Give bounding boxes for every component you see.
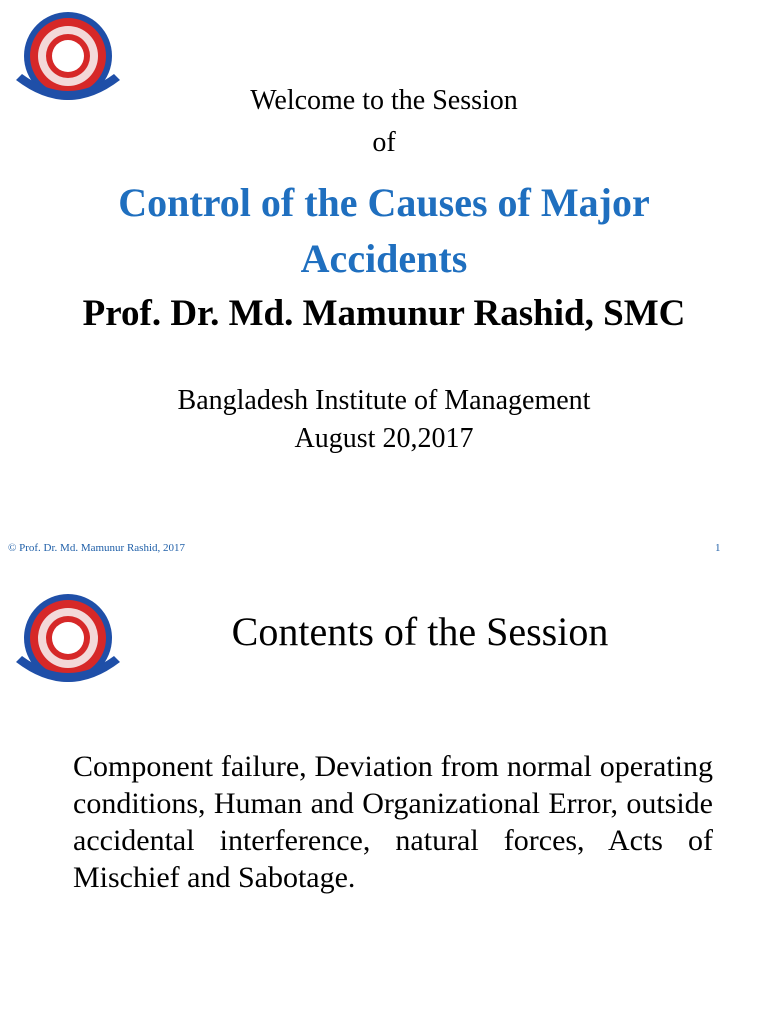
- institute-emblem-icon: [8, 590, 128, 700]
- session-date: August 20,2017: [294, 423, 474, 454]
- welcome-line-1: Welcome to the Session: [250, 85, 518, 116]
- copyright-footer: © Prof. Dr. Md. Mamunur Rashid, 2017: [8, 542, 186, 554]
- institute-name: Bangladesh Institute of Management: [177, 385, 591, 416]
- contents-body: Component failure, Deviation from normal operating conditions, Human and Organizational Error, outside accidental interference, natural forces, Acts of Mischief and Sabotage.: [73, 750, 713, 894]
- title-line-1: Control of the Causes of Major: [118, 180, 650, 225]
- title-line-2: Accidents: [300, 236, 468, 281]
- contents-heading: Contents of the Session: [231, 609, 609, 654]
- welcome-line-2: of: [372, 127, 396, 158]
- presentation-title: [0, 175, 768, 287]
- institute-block: [0, 382, 768, 458]
- author-name: Prof. Dr. Md. Mamunur Rashid, SMC: [82, 293, 686, 334]
- slide-2: [0, 578, 768, 1024]
- welcome-text: [0, 80, 768, 164]
- page-number: 1: [715, 542, 721, 554]
